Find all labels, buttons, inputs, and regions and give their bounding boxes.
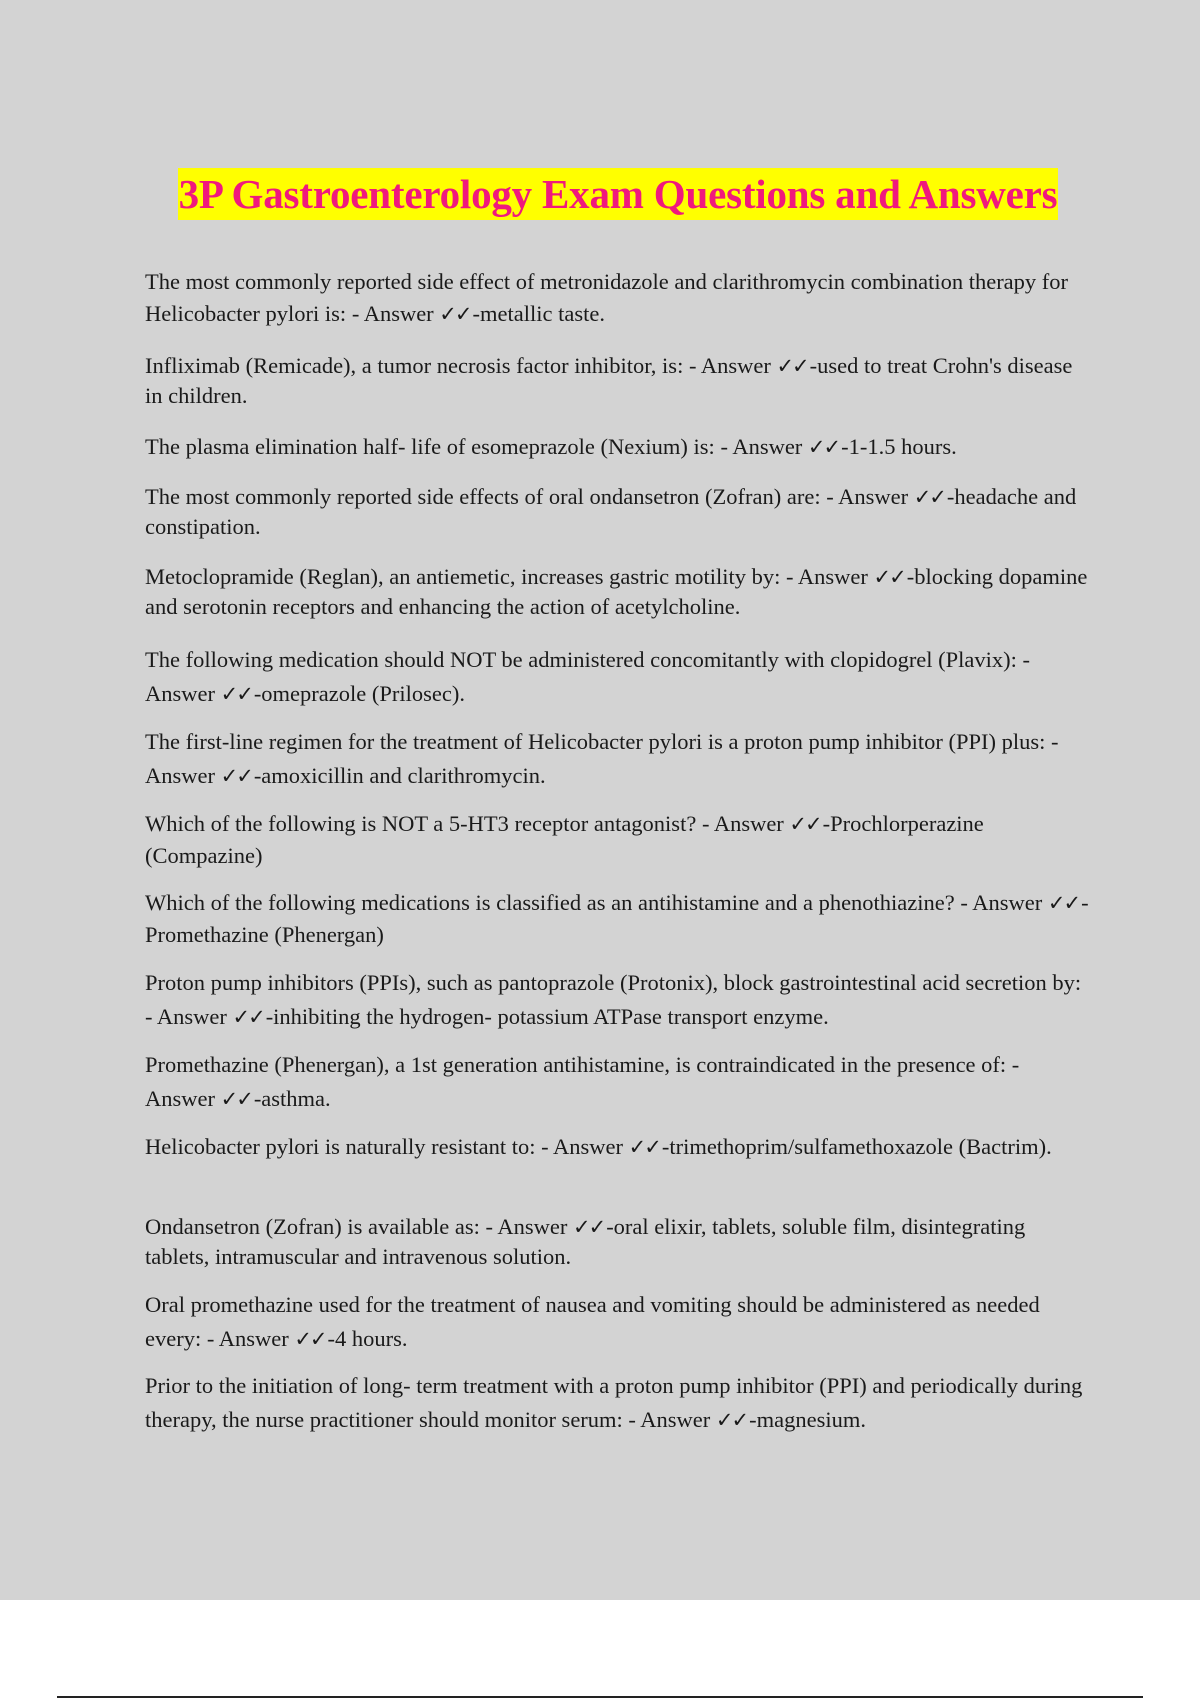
answer-text: -amoxicillin and clarithromycin.: [253, 763, 546, 788]
answer-text: -headache and constipation.: [145, 484, 1077, 539]
double-check-icon: ✓✓: [220, 682, 252, 706]
double-check-icon: ✓✓: [1047, 891, 1080, 915]
double-check-icon: ✓✓: [776, 354, 808, 378]
qa-item: [145, 808, 1090, 872]
answer-marker: - Answer: [826, 484, 909, 509]
question-text: The first-line regimen for the treatment of Helicobacter pylori is a proton pump inhibitor (PPI) plus:: [145, 729, 1046, 754]
qa-item: [145, 351, 1090, 411]
answer-marker: - Answer: [628, 1407, 711, 1432]
double-check-icon: ✓✓: [715, 1408, 748, 1432]
double-check-icon: ✓✓: [807, 435, 840, 459]
qa-item: [145, 1212, 1090, 1272]
answer-marker: - Answer: [720, 434, 803, 459]
answer-marker: - Answer: [145, 1004, 227, 1029]
qa-item: [145, 1048, 1090, 1116]
answer-marker: - Answer: [960, 890, 1043, 915]
answer-text: -Prochlorperazine (Compazine): [145, 811, 984, 868]
double-check-icon: ✓✓: [439, 302, 471, 326]
answer-text: -blocking dopamine and serotonin receptors and enhancing the action of acetylcholine.: [145, 564, 1088, 619]
answer-text: -trimethoprim/sulfamethoxazole (Bactrim).: [661, 1134, 1052, 1159]
footer-divider: [57, 1696, 1143, 1698]
answer-marker: - Answer: [145, 1052, 1020, 1111]
answer-marker: - Answer: [701, 811, 784, 836]
question-text: Ondansetron (Zofran) is available as:: [145, 1214, 480, 1239]
qa-item: [145, 1288, 1090, 1356]
question-text: The most commonly reported side effects of oral ondansetron (Zofran) are:: [145, 484, 821, 509]
answer-marker: - Answer: [541, 1134, 623, 1159]
answer-marker: - Answer: [485, 1214, 568, 1239]
answer-text: -used to treat Crohn's disease in children.: [145, 353, 1073, 408]
answer-marker: - Answer: [786, 564, 868, 589]
double-check-icon: ✓✓: [913, 485, 945, 509]
qa-item: [145, 562, 1090, 622]
answer-marker: - Answer: [145, 647, 1031, 706]
qa-item: [145, 887, 1090, 951]
double-check-icon: ✓✓: [628, 1135, 660, 1159]
answer-text: -inhibiting the hydrogen- potassium ATPase transport enzyme.: [265, 1004, 829, 1029]
double-check-icon: ✓✓: [220, 764, 252, 788]
qa-item: [145, 643, 1090, 711]
question-text: Infliximab (Remicade), a tumor necrosis factor inhibitor, is:: [145, 353, 684, 378]
double-check-icon: ✓✓: [572, 1215, 605, 1239]
answer-text: -asthma.: [253, 1086, 331, 1111]
answer-text: -4 hours.: [327, 1326, 408, 1351]
qa-item: [145, 1369, 1090, 1437]
question-text: Which of the following medications is classified as an antihistamine and a phenothiazine?: [145, 890, 955, 915]
question-text: Which of the following is NOT a 5-HT3 receptor antagonist?: [145, 811, 697, 836]
question-text: The most commonly reported side effect of metronidazole and clarithromycin combination therapy for Helicobacter pylori is:: [145, 269, 1069, 326]
question-text: Metoclopramide (Reglan), an antiemetic, increases gastric motility by:: [145, 564, 781, 589]
answer-text: -metallic taste.: [472, 301, 605, 326]
double-check-icon: ✓✓: [873, 565, 905, 589]
answer-text: -Promethazine (Phenergan): [145, 890, 1089, 947]
qa-item: [145, 966, 1090, 1034]
qa-item: [145, 482, 1090, 542]
question-text: The following medication should NOT be administered concomitantly with clopidogrel (Plavix):: [145, 647, 1017, 672]
qa-item: [145, 432, 1090, 462]
question-text: The plasma elimination half- life of esomeprazole (Nexium) is:: [145, 434, 715, 459]
answer-text: -omeprazole (Prilosec).: [253, 681, 465, 706]
answer-text: -magnesium.: [749, 1407, 866, 1432]
question-text: Oral promethazine used for the treatment of nausea and vomiting should be administered as needed every:: [145, 1292, 1040, 1351]
qa-item: [145, 1132, 1090, 1162]
answer-marker: - Answer: [351, 301, 434, 326]
answer-marker: - Answer: [688, 353, 771, 378]
question-text: Helicobacter pylori is naturally resistant to:: [145, 1134, 536, 1159]
answer-marker: - Answer: [145, 729, 1059, 788]
double-check-icon: ✓✓: [232, 1005, 264, 1029]
answer-marker: - Answer: [206, 1326, 289, 1351]
double-check-icon: ✓✓: [789, 812, 821, 836]
answer-text: -oral elixir, tablets, soluble film, disintegrating tablets, intramuscular and intravenous solution.: [145, 1214, 1026, 1269]
title-container: [0, 168, 1200, 220]
double-check-icon: ✓✓: [294, 1327, 326, 1351]
document-title: 3P Gastroenterology Exam Questions and Answers: [178, 168, 1059, 220]
double-check-icon: ✓✓: [220, 1087, 252, 1111]
answer-text: -1-1.5 hours.: [841, 434, 957, 459]
qa-item: [145, 266, 1090, 330]
qa-item: [145, 725, 1090, 793]
question-text: Promethazine (Phenergan), a 1st generation antihistamine, is contraindicated in the presence of:: [145, 1052, 1007, 1077]
question-text: Proton pump inhibitors (PPIs), such as pantoprazole (Protonix), block gastrointestinal acid secretion by:: [145, 970, 1082, 995]
question-text: Prior to the initiation of long- term treatment with a proton pump inhibitor (PPI) and periodically during therapy, the nurse practitioner should monitor serum:: [145, 1373, 1083, 1432]
